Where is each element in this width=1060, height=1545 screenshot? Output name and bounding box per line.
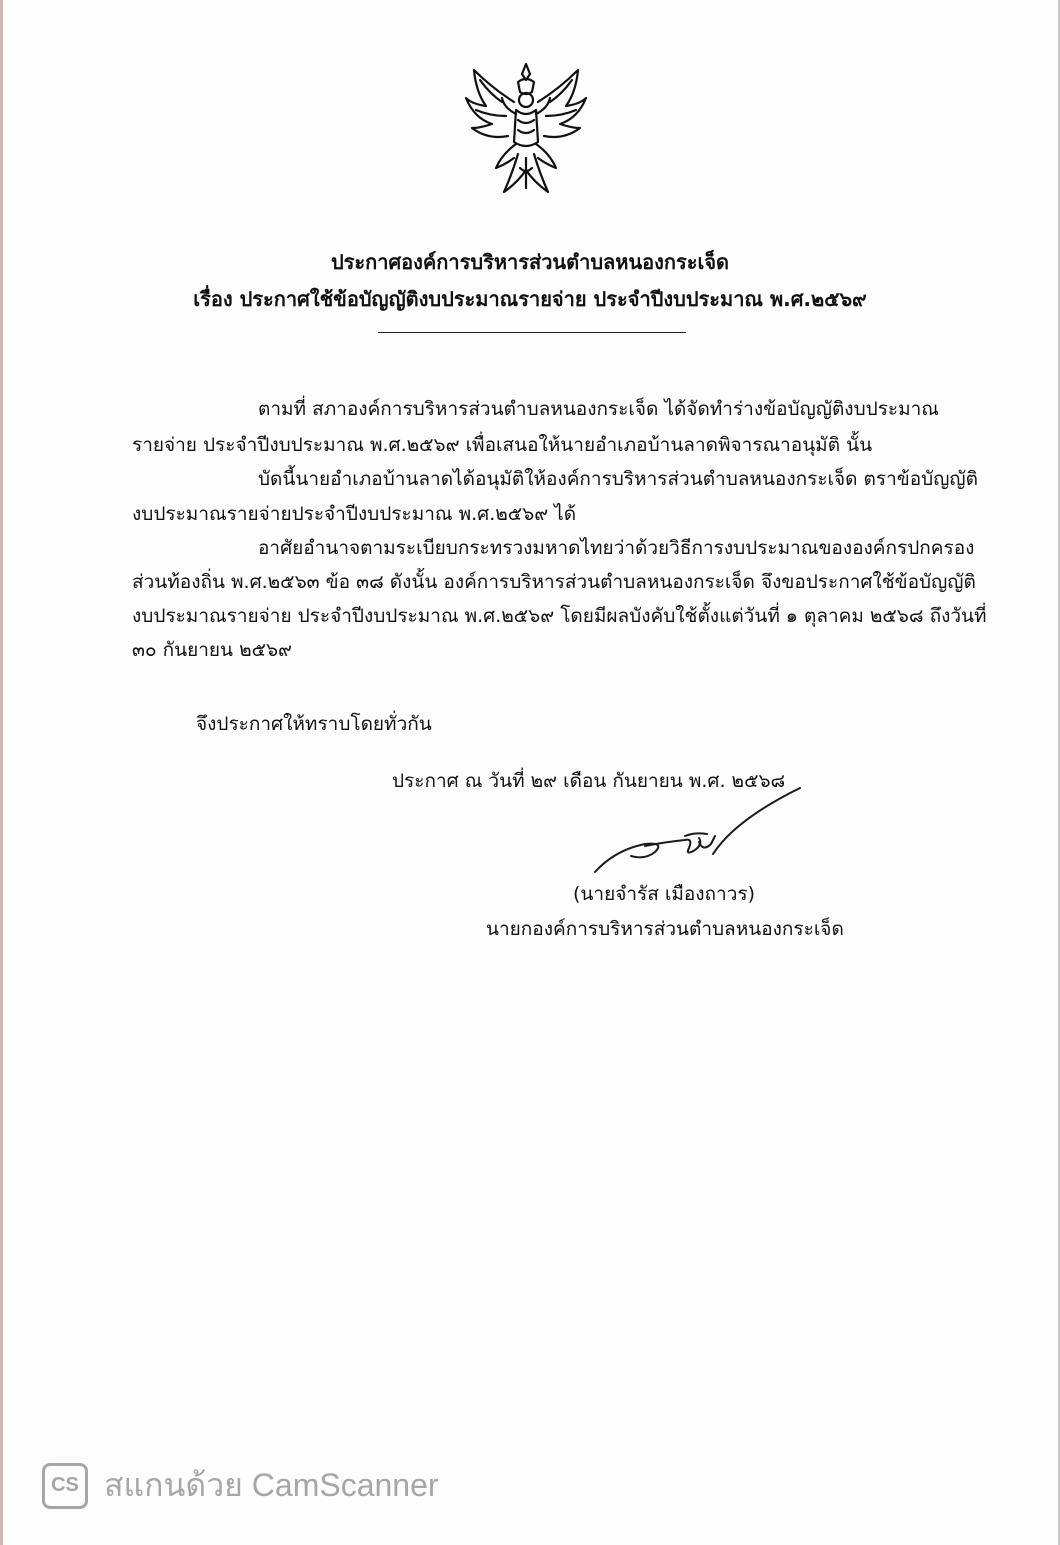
page-edge-left xyxy=(0,0,3,1545)
body-line: บัดนี้นายอำเภอบ้านลาดได้อนุมัติให้องค์การบริหารส่วนตำบลหนองกระเจ็ด ตราข้อบัญญัติ xyxy=(258,468,978,490)
watermark-text: สแกนด้วย CamScanner xyxy=(104,1467,439,1503)
document-subject: เรื่อง ประกาศใช้ข้อบัญญัติงบประมาณรายจ่าย ประจำปีงบประมาณ พ.ศ.๒๕๖๙ xyxy=(193,287,867,311)
body-line: ส่วนท้องถิ่น พ.ศ.๒๕๖๓ ข้อ ๓๘ ดังนั้น องค์การบริหารส่วนตำบลหนองกระเจ็ด จึงขอประกาศใช้ข้อบัญญัติ xyxy=(132,571,976,593)
closing-announcement: จึงประกาศให้ทราบโดยทั่วกัน xyxy=(196,713,432,735)
body-line: งบประมาณรายจ่ายประจำปีงบประมาณ พ.ศ.๒๕๖๙ ได้ xyxy=(132,503,577,525)
document-title: ประกาศองค์การบริหารส่วนตำบลหนองกระเจ็ด xyxy=(330,250,730,274)
garuda-emblem-icon xyxy=(462,58,590,198)
body-line: อาศัยอำนาจตามระเบียบกระทรวงมหาดไทยว่าด้วยวิธีการงบประมาณขององค์กรปกครอง xyxy=(258,537,975,559)
signatory-name: (นายจำรัส เมืองถาวร) xyxy=(573,883,756,905)
body-line: รายจ่าย ประจำปีงบประมาณ พ.ศ.๒๕๖๙ เพื่อเสนอให้นายอำเภอบ้านลาดพิจารณาอนุมัติ นั้น xyxy=(132,434,873,456)
signature-mark xyxy=(585,780,810,880)
body-line: ตามที่ สภาองค์การบริหารส่วนตำบลหนองกระเจ็ด ได้จัดทำร่างข้อบัญญัติงบประมาณ xyxy=(258,398,939,420)
camscanner-watermark xyxy=(42,1460,439,1511)
body-line: งบประมาณรายจ่าย ประจำปีงบประมาณ พ.ศ.๒๕๖๙ โดยมีผลบังคับใช้ตั้งแต่วันที่ ๑ ตุลาคม ๒๕๖๘ ถึงวันที่ xyxy=(132,605,987,627)
body-line: ๓๐ กันยายน ๒๕๖๙ xyxy=(132,639,292,661)
signatory-position: นายกองค์การบริหารส่วนตำบลหนองกระเจ็ด xyxy=(486,918,844,940)
title-divider xyxy=(378,332,686,333)
announcement-date: ประกาศ ณ วันที่ ๒๙ เดือน กันยายน พ.ศ. ๒๕๖๘ xyxy=(392,770,786,792)
camscanner-logo-icon: CS xyxy=(42,1463,88,1509)
